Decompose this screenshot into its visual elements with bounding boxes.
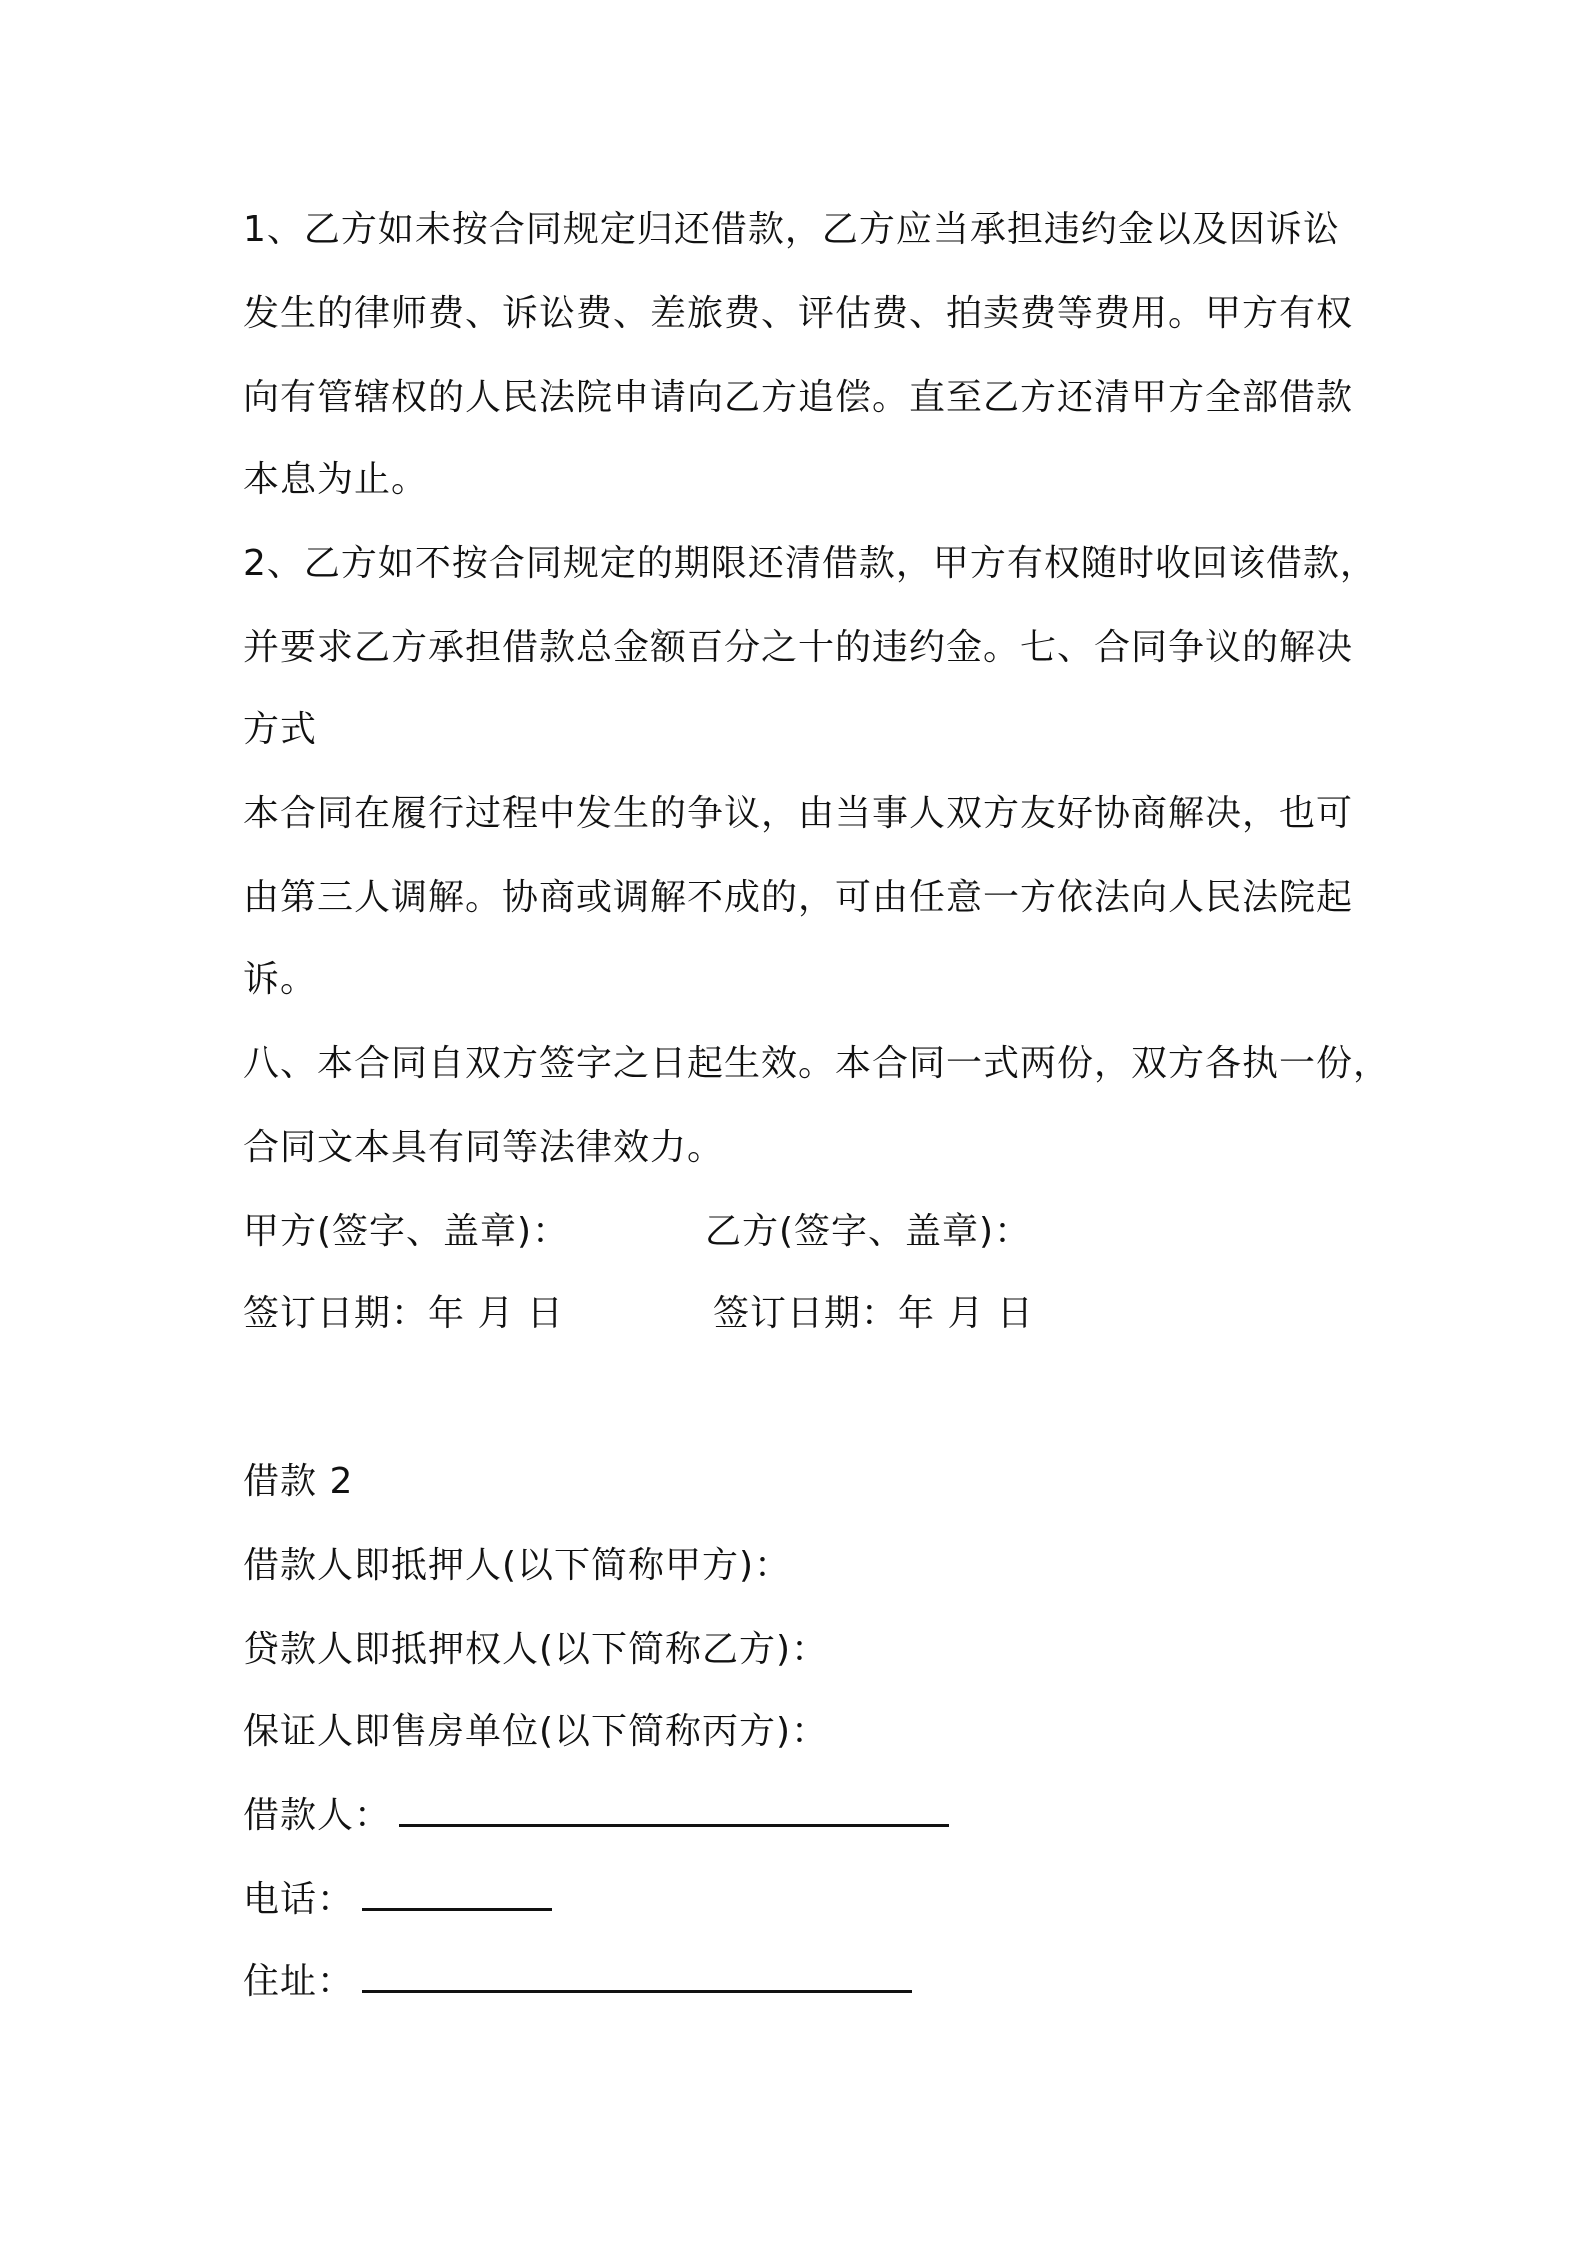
clause-2-line-3: 方式 [243,709,318,750]
borrower-field [243,1792,949,1840]
borrower-mortgagor-line: 借款人即抵押人(以下简称甲方)： [243,1545,792,1586]
section-2-title: 借款 2 [243,1461,354,1502]
borrower-blank [399,1794,949,1827]
guarantor-line: 保证人即售房单位(以下简称丙方)： [243,1711,829,1752]
clause-2-line-2: 并要求乙方承担借款总金额百分之十的违约金。七、合同争议的解决 [243,627,1354,668]
dispute-line-1: 本合同在履行过程中发生的争议，由当事人双方友好协商解决，也可 [243,793,1354,834]
address-blank [362,1960,912,1993]
address-label: 住址： [243,1961,355,2002]
phone-label: 电话： [243,1879,355,1920]
party-a-signature: 甲方(签字、盖章)： [243,1211,570,1252]
effect-line-2: 合同文本具有同等法律效力。 [243,1127,725,1168]
dispute-line-2: 由第三人调解。协商或调解不成的，可由任意一方依法向人民法院起 [243,877,1354,918]
party-a-date: 签订日期：年 月 日 [243,1293,564,1334]
clause-2-line-1: 2、乙方如不按合同规定的期限还清借款，甲方有权随时收回该借款， [243,543,1377,584]
phone-blank [362,1878,552,1911]
effect-line-1: 八、本合同自双方签字之日起生效。本合同一式两份，双方各执一份， [243,1043,1391,1084]
dispute-line-3: 诉。 [243,959,318,1000]
address-field [243,1958,912,2006]
clause-1-line-4: 本息为止。 [243,459,429,500]
borrower-label: 借款人： [243,1795,392,1836]
party-b-date: 签订日期：年 月 日 [713,1293,1034,1334]
clause-1-line-1: 1、乙方如未按合同规定归还借款，乙方应当承担违约金以及因诉讼 [243,209,1340,250]
clause-1-line-3: 向有管辖权的人民法院申请向乙方追偿。直至乙方还清甲方全部借款 [243,377,1354,418]
phone-field [243,1876,552,1924]
clause-1-line-2: 发生的律师费、诉讼费、差旅费、评估费、拍卖费等费用。甲方有权 [243,293,1354,334]
party-b-signature: 乙方(签字、盖章)： [705,1211,1032,1252]
lender-mortgagee-line: 贷款人即抵押权人(以下简称乙方)： [243,1629,829,1670]
